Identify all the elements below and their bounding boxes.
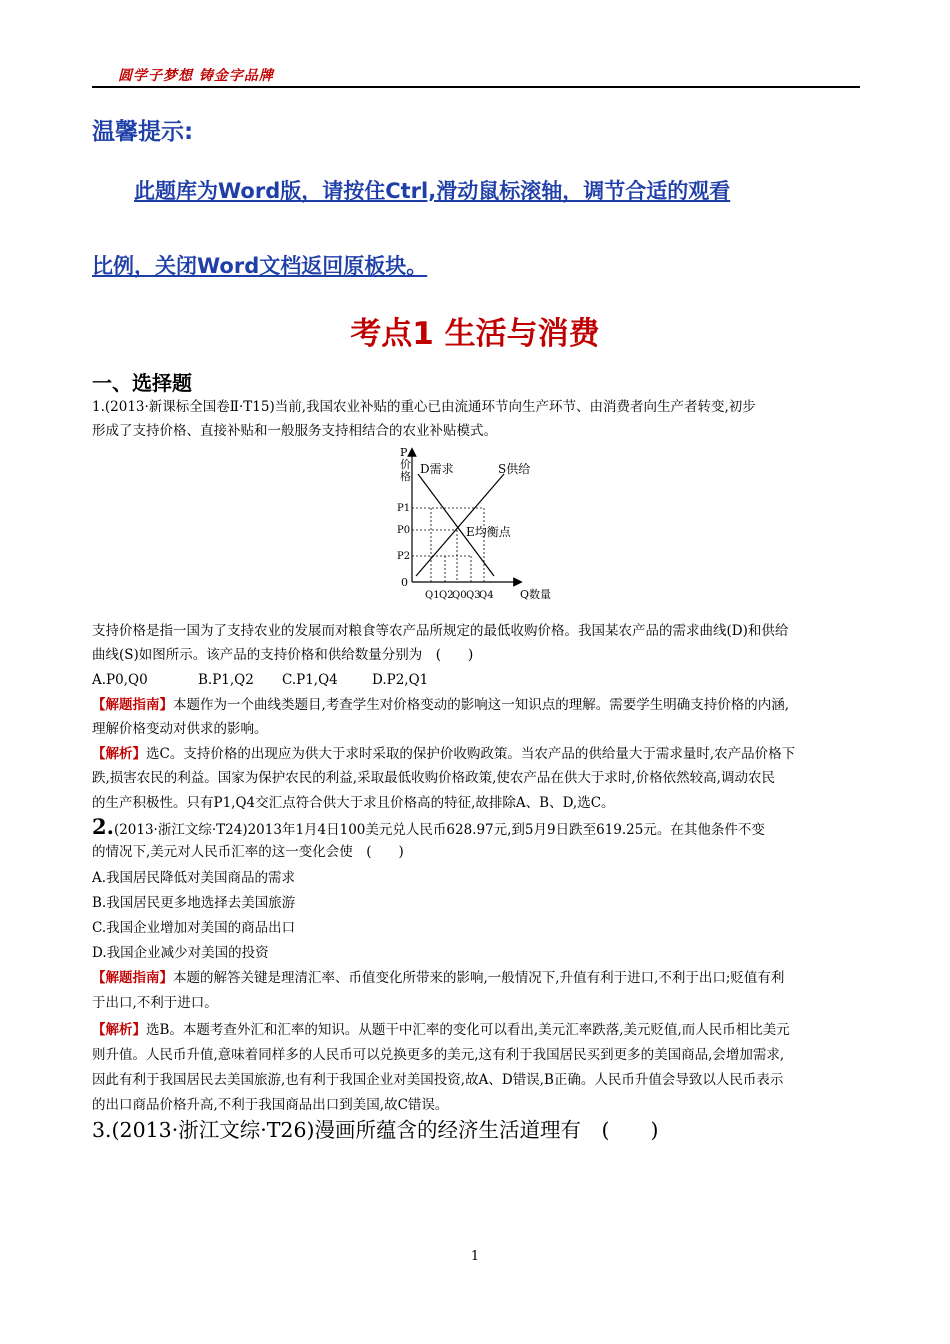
- y-axis-sub-1: 价: [400, 458, 411, 471]
- q2-analysis-line-3: 因此有利于我国居民去美国旅游,也有利于我国企业对美国投资,故A、D错误,B正确。人民币升值会导致以人民币表示: [92, 1072, 784, 1088]
- p-tick-p1: P1: [397, 503, 411, 514]
- q1-stem-line-1: 1.(2013·新课标全国卷Ⅱ·T15)当前,我国农业补贴的重心已由流通环节向生产环节、由消费者向生产者转变,初步: [92, 399, 756, 415]
- q2-option-a: A.我国居民降低对美国商品的需求: [92, 870, 296, 886]
- q-tick-q2: Q2: [439, 590, 454, 601]
- q1-body-line-2: 曲线(S)如图所示。该产品的支持价格和供给数量分别为 ( ): [92, 647, 474, 663]
- q1-option-a: A.P0,Q0: [92, 672, 148, 688]
- guide-lines: [412, 508, 484, 582]
- p-tick-p0: P0: [397, 525, 411, 536]
- q2-guide-label: 【解题指南】: [92, 970, 173, 986]
- header-divider: [92, 86, 860, 88]
- supply-label: S供给: [498, 462, 531, 476]
- q1-guide-text: 本题作为一个曲线类题目,考查学生对价格变动的影响这一知识点的理解。需要学生明确支持价格的内涵,: [173, 697, 790, 713]
- q2-stem-text: (2013·浙江文综·T24)2013年1月4日100美元兑人民币628.97元,到5月9日跌至619.25元。在其他条件不变: [113, 822, 765, 838]
- x-axis-label: Q数量: [520, 588, 552, 601]
- q2-analysis-line-2: 则升值。人民币升值,意味着同样多的人民币可以兑换更多的美元,这有利于我国居民买到更多的美国商品,会增加需求,: [92, 1047, 785, 1063]
- q2-option-b: B.我国居民更多地选择去美国旅游: [92, 895, 296, 911]
- tip-title: 温馨提示:: [92, 119, 194, 145]
- q2-option-d: D.我国企业减少对美国的投资: [92, 945, 269, 961]
- q1-guide-line-1: [92, 693, 789, 717]
- p-tick-p2: P2: [397, 551, 411, 562]
- q2-stem-line-2: 的情况下,美元对人民币汇率的这一变化会使 ( ): [92, 844, 404, 860]
- supply-demand-figure: [370, 444, 570, 604]
- q1-analysis-line-1: [92, 742, 795, 766]
- q2-number: 2.: [92, 814, 114, 839]
- q-tick-q4: Q4: [479, 590, 494, 601]
- q2-analysis-label: 【解析】: [92, 1022, 146, 1038]
- section-title: 一、选择题: [92, 371, 192, 395]
- q2-stem-line-1: [92, 815, 765, 842]
- origin-label: 0: [401, 576, 408, 589]
- tip-line-2: 比例，关闭Word文档返回原板块。: [92, 254, 428, 278]
- y-axis-sub-2: 格: [400, 470, 411, 483]
- q1-guide-label: 【解题指南】: [92, 697, 173, 713]
- q1-analysis-line-3: 的生产积极性。只有P1,Q4交汇点符合供大于求且价格高的特征,故排除A、B、D,选C。: [92, 795, 615, 811]
- header-slogan: 圆学子梦想 铸金字品牌: [118, 68, 274, 84]
- q2-analysis-line-1: [92, 1018, 790, 1042]
- q1-body-line-1: 支持价格是指一国为了支持农业的发展而对粮食等农产品所规定的最低收购价格。我国某农产品的需求曲线(D)和供给: [92, 623, 789, 639]
- q2-guide-text: 本题的解答关键是理清汇率、币值变化所带来的影响,一般情况下,升值有利于进口,不利于出口;贬值有利: [173, 970, 785, 986]
- q-tick-q1: Q1: [425, 590, 440, 601]
- demand-label: D需求: [420, 462, 454, 476]
- q2-guide-line-1: [92, 966, 784, 990]
- tip-line-1: 此题库为Word版，请按住Ctrl,滑动鼠标滚轴，调节合适的观看: [134, 179, 731, 203]
- q1-analysis-line-2: 跌,损害农民的利益。国家为保护农民的利益,采取最低收购价格政策,使农产品在供大于求时,价格依然较高,调动农民: [92, 770, 775, 786]
- q2-analysis-line-4: 的出口商品价格升高,不利于我国商品出口到美国,故C错误。: [92, 1097, 449, 1113]
- equilibrium-label: E均衡点: [466, 525, 511, 539]
- q1-stem-line-2: 形成了支持价格、直接补贴和一般服务支持相结合的农业补贴模式。: [92, 423, 497, 439]
- q1-option-c: C.P1,Q4: [282, 672, 338, 688]
- q1-analysis-label: 【解析】: [92, 746, 146, 762]
- q1-option-b: B.P1,Q2: [198, 672, 254, 688]
- q3-stem: 3.(2013·浙江文综·T26)漫画所蕴含的经济生活道理有 ( ): [92, 1118, 659, 1142]
- q2-guide-line-2: 于出口,不利于进口。: [92, 995, 218, 1011]
- page-number: 1: [470, 1249, 480, 1264]
- y-axis-label: P: [400, 446, 408, 459]
- q2-analysis-text: 选B。本题考查外汇和汇率的知识。从题干中汇率的变化可以看出,美元汇率跌落,美元贬值,而人民币相比美元: [146, 1022, 790, 1038]
- document-title: 考点1 生活与消费: [350, 316, 600, 352]
- q1-option-d: D.P2,Q1: [372, 672, 429, 688]
- q2-option-c: C.我国企业增加对美国的商品出口: [92, 920, 296, 936]
- q1-analysis-text: 选C。支持价格的出现应为供大于求时采取的保护价收购政策。当农产品的供给量大于需求量时,农产品价格下: [146, 746, 796, 762]
- q-tick-q0: Q0: [452, 590, 467, 601]
- q1-guide-line-2: 理解价格变动对供求的影响。: [92, 721, 268, 737]
- q-tick-q3: Q3: [466, 590, 481, 601]
